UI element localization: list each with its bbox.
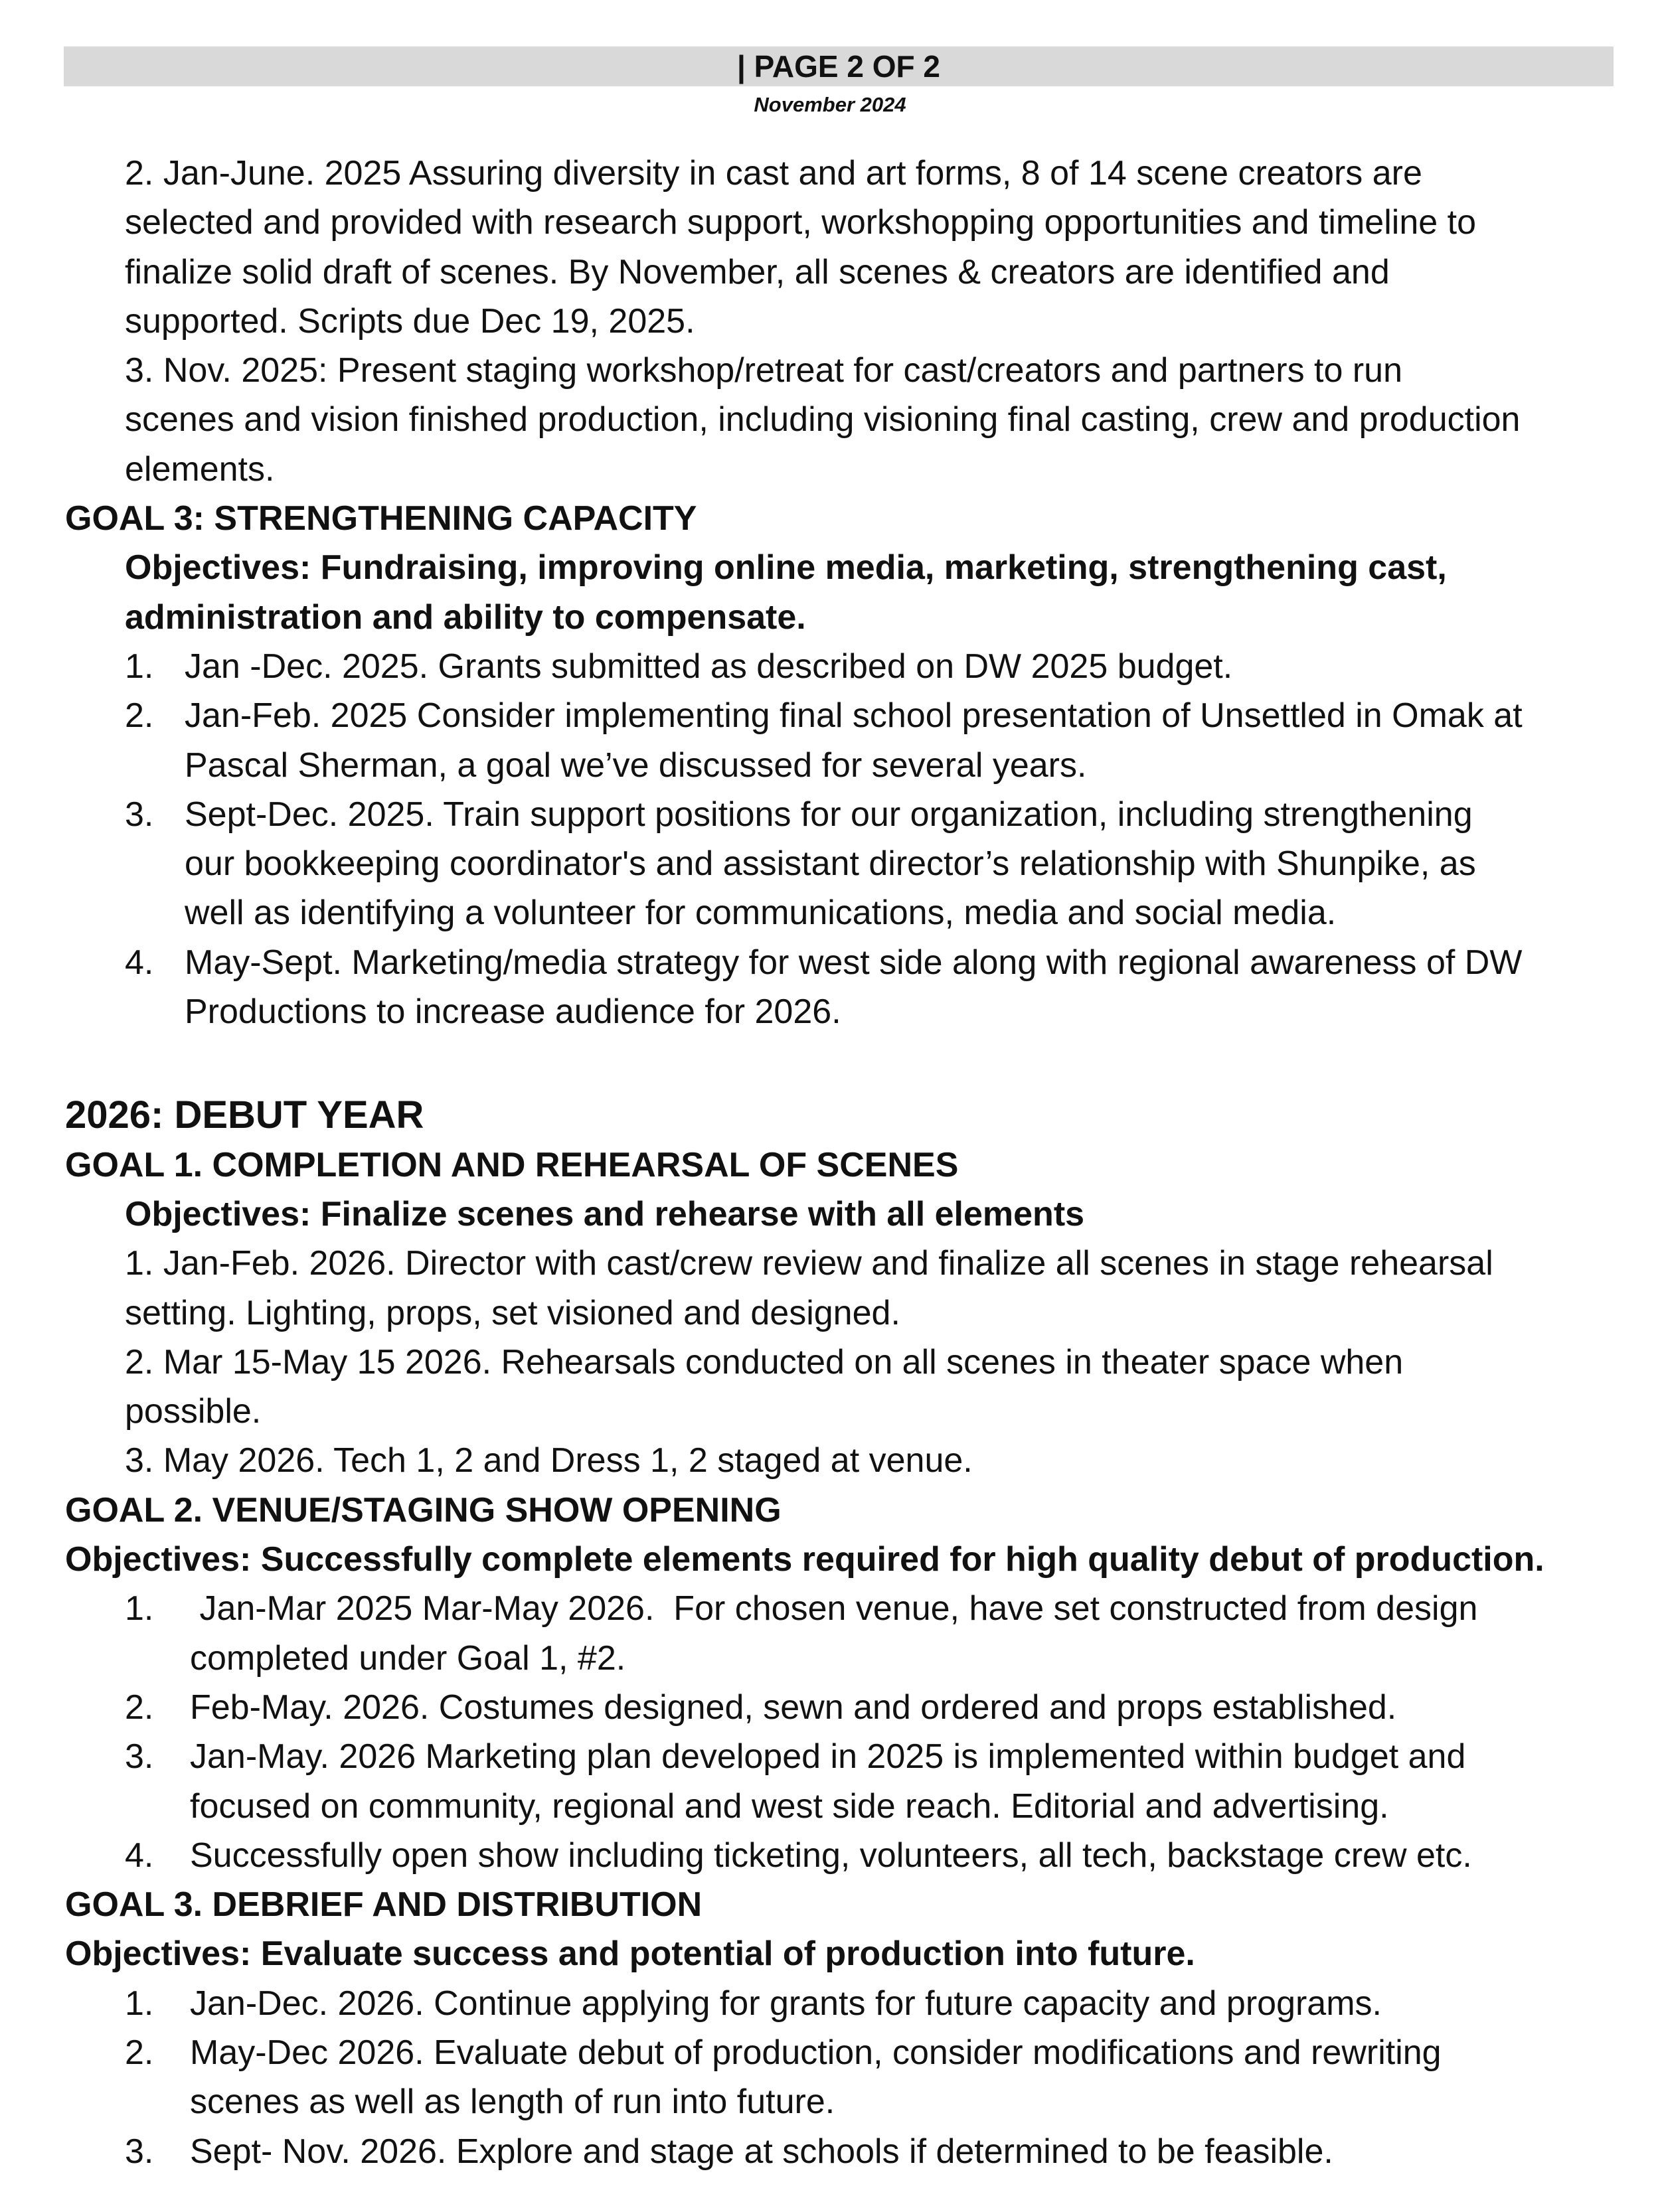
goal-2-heading: GOAL 2. VENUE/STAGING SHOW OPENING xyxy=(65,1490,782,1530)
list-text: Jan-May. 2026 Marketing plan developed in 2025 is implemented within budget and xyxy=(190,1737,1466,1777)
text-line: possible. xyxy=(125,1392,262,1431)
text-line: 1. Jan-Feb. 2026. Director with cast/crew review and finalize all scenes in stage rehearsal xyxy=(125,1244,1493,1283)
list-number: 2. xyxy=(125,2033,154,2072)
list-text: Successfully open show including ticketing, volunteers, all tech, backstage crew etc. xyxy=(190,1836,1472,1875)
list-number: 3. xyxy=(125,795,154,834)
list-number: 4. xyxy=(125,1836,154,1875)
list-number: 4. xyxy=(125,943,154,982)
text-line: finalize solid draft of scenes. By November, all scenes & creators are identified and xyxy=(125,252,1390,291)
list-text: Jan -Dec. 2025. Grants submitted as described on DW 2025 budget. xyxy=(185,647,1233,686)
goal-3-objectives: Objectives: Evaluate success and potential of production into future. xyxy=(65,1935,1195,1974)
list-text: Jan-Mar 2025 Mar-May 2026. For chosen venue, have set constructed from design xyxy=(190,1589,1478,1628)
text-line: 3. Nov. 2025: Present staging workshop/retreat for cast/creators and partners to run xyxy=(125,351,1403,390)
list-number: 1. xyxy=(125,647,154,686)
list-text: May-Sept. Marketing/media strategy for west side along with regional awareness of DW xyxy=(185,943,1523,982)
text-line: setting. Lighting, props, set visioned and designed. xyxy=(125,1293,900,1332)
year-heading: 2026: DEBUT YEAR xyxy=(65,1093,424,1137)
text-line: elements. xyxy=(125,449,275,489)
text-line: 2. Mar 15-May 15 2026. Rehearsals conducted on all scenes in theater space when xyxy=(125,1342,1404,1382)
list-item xyxy=(0,691,1660,740)
list-number: 1. xyxy=(125,1589,154,1628)
text-line: 2. Jan-June. 2025 Assuring diversity in cast and art forms, 8 of 14 scene creators are xyxy=(125,154,1422,193)
section-spacer xyxy=(0,1036,1660,1091)
list-item xyxy=(0,642,1660,691)
list-item xyxy=(0,1584,1660,1633)
list-number: 3. xyxy=(125,1737,154,1777)
goal-1-objectives: Objectives: Finalize scenes and rehearse with all elements xyxy=(125,1194,1085,1233)
list-item xyxy=(0,2028,1660,2077)
text-line: 3. May 2026. Tech 1, 2 and Dress 1, 2 staged at venue. xyxy=(125,1441,973,1480)
list-number: 1. xyxy=(125,1984,154,2023)
document-body xyxy=(0,149,1660,2176)
document-date: November 2024 xyxy=(754,93,906,116)
list-number: 2. xyxy=(125,696,154,736)
list-item xyxy=(0,790,1660,839)
list-text-continued: focused on community, regional and west side reach. Editorial and advertising. xyxy=(190,1786,1389,1826)
intro-item-3 xyxy=(0,346,1660,494)
list-text: Feb-May. 2026. Costumes designed, sewn and ordered and props established. xyxy=(190,1688,1397,1727)
text-line: selected and provided with research support, workshopping opportunities and timeline to xyxy=(125,203,1476,242)
list-number: 2. xyxy=(125,1688,154,1727)
page-label: | PAGE 2 OF 2 xyxy=(737,49,940,84)
list-text: Jan-Dec. 2026. Continue applying for grants for future capacity and programs. xyxy=(190,1984,1382,2023)
list-text-continued: well as identifying a volunteer for communications, media and social media. xyxy=(185,894,1337,933)
list-text: Jan-Feb. 2025 Consider implementing final school presentation of Unsettled in Omak at xyxy=(185,696,1523,736)
goal-1-heading: GOAL 1. COMPLETION AND REHEARSAL OF SCENES xyxy=(65,1145,959,1184)
list-text-continued: Pascal Sherman, a goal we’ve discussed for several years. xyxy=(185,746,1087,785)
goal-3-objectives: Objectives: Fundraising, improving online media, marketing, strengthening cast, xyxy=(125,548,1447,588)
list-number: 3. xyxy=(125,2132,154,2171)
list-text: May-Dec 2026. Evaluate debut of production, consider modifications and rewriting xyxy=(190,2033,1442,2072)
list-text: Sept-Dec. 2025. Train support positions for our organization, including strengthening xyxy=(185,795,1473,834)
text-line: supported. Scripts due Dec 19, 2025. xyxy=(125,301,695,341)
list-item xyxy=(0,1732,1660,1781)
text-line: scenes and vision finished production, including visioning final casting, crew and production xyxy=(125,400,1521,439)
goal-3-heading: GOAL 3: STRENGTHENING CAPACITY xyxy=(65,499,697,538)
intro-item-2 xyxy=(0,149,1660,346)
list-item xyxy=(0,2127,1660,2176)
list-text-continued: Productions to increase audience for 2026. xyxy=(185,992,841,1032)
list-text-continued: completed under Goal 1, #2. xyxy=(190,1638,626,1678)
list-item xyxy=(0,1683,1660,1732)
list-item xyxy=(0,938,1660,987)
list-text-continued: scenes as well as length of run into future. xyxy=(190,2083,835,2122)
goal-3-objectives: administration and ability to compensate. xyxy=(125,597,806,637)
list-item xyxy=(0,1979,1660,2028)
list-text-continued: our bookkeeping coordinator's and assistant director’s relationship with Shunpike, as xyxy=(185,844,1476,884)
list-text: Sept- Nov. 2026. Explore and stage at schools if determined to be feasible. xyxy=(190,2132,1333,2171)
list-item xyxy=(0,1831,1660,1880)
goal-2-objectives: Objectives: Successfully complete elements required for high quality debut of production. xyxy=(65,1540,1544,1579)
page-header-bar xyxy=(64,46,1614,86)
goal-3-heading: GOAL 3. DEBRIEF AND DISTRIBUTION xyxy=(65,1885,703,1925)
